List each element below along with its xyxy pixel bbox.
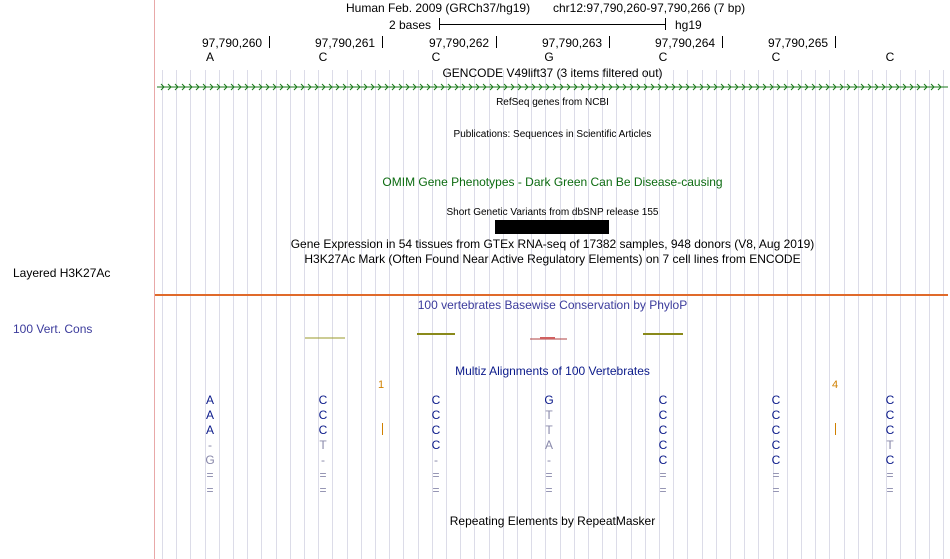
ruler-position: 97,790,264	[655, 36, 716, 50]
alignment-base: =	[545, 468, 553, 482]
alignment-base: -	[208, 438, 212, 452]
grid-line	[403, 70, 404, 559]
grid-line	[900, 70, 901, 559]
reference-base: C	[431, 50, 441, 64]
alignment-base: =	[772, 483, 780, 497]
alignment-base: C	[771, 438, 781, 452]
reference-base: G	[544, 50, 554, 64]
track-label-h3k27[interactable]: Layered H3K27Ac	[13, 266, 111, 280]
dbsnp-variant[interactable]	[495, 220, 609, 234]
ruler-tick	[722, 36, 723, 48]
grid-line	[943, 70, 944, 559]
alignment-base: C	[771, 453, 781, 467]
alignment-base: =	[886, 483, 894, 497]
scale-db: hg19	[675, 18, 702, 32]
ruler-tick	[496, 36, 497, 48]
grid-line	[332, 70, 333, 559]
grid-line	[716, 70, 717, 559]
insertion-mark-right	[835, 423, 836, 435]
grid-line	[872, 70, 873, 559]
alignment-base: =	[206, 468, 214, 482]
alignment-base: =	[659, 483, 667, 497]
grid-line	[616, 70, 617, 559]
ruler-position: 97,790,263	[542, 36, 603, 50]
gtex-title: Gene Expression in 54 tissues from GTEx RNA-seq of 17382 samples, 948 donors (V8, Aug 2019)	[290, 237, 815, 251]
grid-line	[290, 70, 291, 559]
grid-line	[631, 70, 632, 559]
track-label-pane	[0, 0, 154, 559]
alignment-base: C	[318, 423, 328, 437]
grid-line	[190, 70, 191, 559]
alignment-base: C	[658, 423, 668, 437]
grid-line	[602, 70, 603, 559]
reference-base: C	[885, 50, 895, 64]
multiz-title: Multiz Alignments of 100 Vertebrates	[455, 364, 650, 378]
assembly-title: Human Feb. 2009 (GRCh37/hg19)	[346, 1, 531, 15]
grid-line	[517, 70, 518, 559]
grid-line	[744, 70, 745, 559]
grid-line	[531, 70, 532, 559]
grid-line	[304, 70, 305, 559]
reference-base: A	[205, 50, 214, 64]
omim-title: OMIM Gene Phenotypes - Dark Green Can Be Disease-causing	[382, 175, 723, 189]
reference-base: C	[771, 50, 781, 64]
insertion-mark-left	[382, 423, 383, 435]
ruler-position: 97,790,260	[202, 36, 263, 50]
grid-line	[176, 70, 177, 559]
alignment-base: C	[658, 393, 668, 407]
grid-line	[219, 70, 220, 559]
phylop-title: 100 vertebrates Basewise Conservation by PhyloP	[417, 298, 688, 312]
alignment-base: T	[545, 423, 553, 437]
alignment-base: C	[431, 438, 441, 452]
grid-line	[829, 70, 830, 559]
grid-line	[815, 70, 816, 559]
alignment-base: -	[547, 453, 551, 467]
alignment-base: =	[432, 468, 440, 482]
track-label-cons[interactable]: 100 Vert. Cons	[13, 322, 93, 336]
alignment-base: C	[318, 408, 328, 422]
ruler-tick	[382, 36, 383, 48]
alignment-base: A	[205, 393, 214, 407]
reference-base: C	[658, 50, 668, 64]
gencode-title: GENCODE V49lift37 (3 items filtered out)	[442, 66, 663, 80]
alignment-base: -	[434, 453, 438, 467]
ruler-position: 97,790,265	[768, 36, 829, 50]
ruler-tick	[835, 36, 836, 48]
grid-line	[929, 70, 930, 559]
alignment-base: T	[545, 408, 553, 422]
alignment-base: G	[205, 453, 215, 467]
alignment-base: G	[544, 393, 554, 407]
alignment-base: C	[658, 438, 668, 452]
alignment-base: =	[432, 483, 440, 497]
alignment-base: T	[886, 438, 894, 452]
alignment-base: =	[772, 468, 780, 482]
scale-bar	[439, 18, 666, 30]
phylop-signal	[155, 328, 950, 348]
grid-line	[389, 70, 390, 559]
grid-line	[858, 70, 859, 559]
alignment-base: =	[319, 468, 327, 482]
gap-count-right: 4	[832, 379, 839, 391]
publications-title: Publications: Sequences in Scientific Articles	[453, 129, 652, 140]
repeatmasker-title: Repeating Elements by RepeatMasker	[449, 514, 656, 528]
grid-line	[801, 70, 802, 559]
grid-line	[730, 70, 731, 559]
grid-line	[347, 70, 348, 559]
alignment-base: C	[431, 423, 441, 437]
grid-line	[687, 70, 688, 559]
ruler-position: 97,790,262	[429, 36, 490, 50]
alignment-base: C	[885, 423, 895, 437]
grid-line	[474, 70, 475, 559]
grid-line	[460, 70, 461, 559]
alignment-base: C	[658, 408, 668, 422]
dbsnp-title: Short Genetic Variants from dbSNP release 155	[446, 207, 659, 218]
grid-line	[375, 70, 376, 559]
grid-line	[702, 70, 703, 559]
grid-line	[162, 70, 163, 559]
grid-line	[915, 70, 916, 559]
grid-line	[261, 70, 262, 559]
alignment-base: T	[319, 438, 327, 452]
grid-line	[489, 70, 490, 559]
alignment-base: -	[321, 453, 325, 467]
alignment-base: C	[771, 393, 781, 407]
alignment-base: =	[886, 468, 894, 482]
grid-line	[588, 70, 589, 559]
alignment-base: A	[205, 423, 214, 437]
grid-line	[361, 70, 362, 559]
grid-line	[503, 70, 504, 559]
highlight-line	[155, 294, 948, 296]
grid-line	[418, 70, 419, 559]
grid-line	[446, 70, 447, 559]
alignment-base: C	[771, 423, 781, 437]
alignment-base: A	[544, 438, 553, 452]
grid-line	[673, 70, 674, 559]
grid-line	[758, 70, 759, 559]
alignment-base: A	[205, 408, 214, 422]
alignment-base: C	[431, 393, 441, 407]
alignment-base: C	[885, 408, 895, 422]
alignment-base: C	[885, 393, 895, 407]
alignment-base: C	[318, 393, 328, 407]
h3k27-title: H3K27Ac Mark (Often Found Near Active Regulatory Elements) on 7 cell lines from ENCODE	[304, 252, 801, 266]
alignment-base: C	[771, 408, 781, 422]
refseq-title: RefSeq genes from NCBI	[496, 97, 609, 108]
reference-base: C	[318, 50, 328, 64]
position-readout: chr12:97,790,260-97,790,266 (7 bp)	[553, 1, 746, 15]
alignment-base: C	[658, 453, 668, 467]
grid-line	[276, 70, 277, 559]
alignment-base: =	[206, 483, 214, 497]
grid-line	[574, 70, 575, 559]
grid-line	[645, 70, 646, 559]
scale-text: 2 bases	[389, 18, 432, 32]
grid-line	[560, 70, 561, 559]
rmst-gene-feature[interactable]	[155, 82, 950, 92]
grid-line	[787, 70, 788, 559]
alignment-base: C	[885, 453, 895, 467]
alignment-base: =	[545, 483, 553, 497]
grid-line	[233, 70, 234, 559]
ruler-position: 97,790,261	[315, 36, 376, 50]
ruler-tick	[269, 36, 270, 48]
alignment-base: =	[659, 468, 667, 482]
gap-count-left: 1	[378, 379, 385, 391]
ruler-tick	[609, 36, 610, 48]
alignment-base: C	[431, 408, 441, 422]
alignment-base: =	[319, 483, 327, 497]
grid-line	[844, 70, 845, 559]
grid-line	[247, 70, 248, 559]
